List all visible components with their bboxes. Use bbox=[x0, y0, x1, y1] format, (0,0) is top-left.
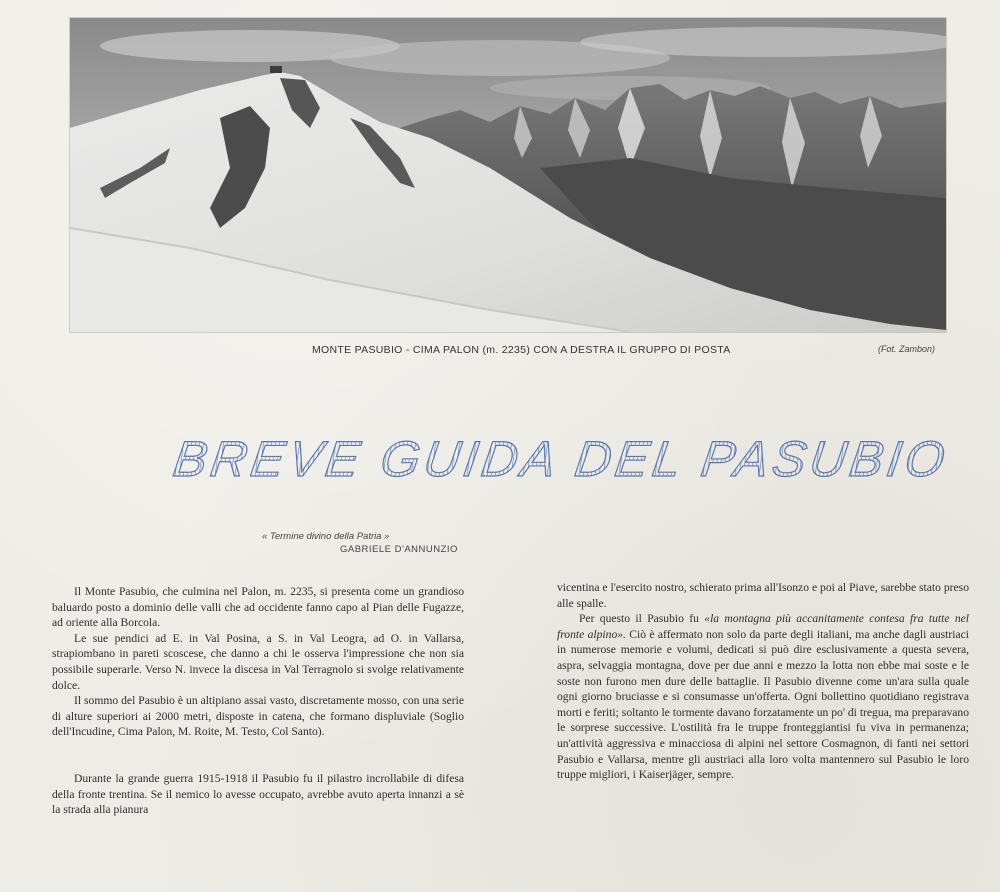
mountain-photo bbox=[70, 18, 946, 332]
paragraph bbox=[557, 611, 969, 783]
page-title bbox=[0, 424, 1000, 494]
paragraph: Durante la grande guerra 1915-1918 il Pasubio fu il pilastro incrollabile di difesa della fronte trentina. Se il nemico lo avesse occupato, avrebbe avuto aperta innanzi a sè la strada alla pianura bbox=[52, 771, 464, 817]
paragraph: Le sue pendici ad E. in Val Posina, a S. in Val Leogra, ad O. in Vallarsa, strapiombano in pareti scoscese, che danno a chi le osserva l'impressione che non sia possibile superarle. Verso N. invece la discesa in Val Terragnolo si svolge relativamente dolce. bbox=[52, 631, 464, 692]
photo-credit: (Fot. Zambon) bbox=[878, 344, 936, 354]
epigraph-author: GABRIELE D'ANNUNZIO bbox=[340, 544, 458, 555]
italic-quote: «la montagna più accanitamente contesa fra tutte nel fronte alpino». bbox=[557, 612, 969, 641]
epigraph-quote: « Termine divino della Patria » bbox=[262, 531, 390, 542]
paragraph-text: Ciò è affermato non solo da parte degli italiani, ma anche dagli austriaci in numerose memorie e volumi, dedicati si può dire esclusivamente a questa severa, aspra, selvaggia montagna, dove per due anni e mezzo la lotta non ebbe mai soste e le soste non furono men dure delle battaglie. Il Pasubio divenne come un'ara sulla quale ogni giorno bruciasse e si consumasse un'offerta. Ogni bollettino quotidiano registrava morti e feriti; soltanto le tormente davano forzatamente un po' di tregua, ma preparavano le sorprese successive. L'ostilità fra le truppe fronteggiantisi fu viva in permanenza; un'attività aggressiva e minacciosa di alpini nel settore Cosmagnon, di fanti nei settori Pasubio e Vallarsa, mentre gli austriaci alla loro volta mantennero sul Pasubio le loro truppe migliori, i Kaiserjäger, sempre. bbox=[557, 627, 969, 782]
paragraph: Il sommo del Pasubio è un altipiano assai vasto, discretamente mosso, con una serie di alture superiori ai 2000 metri, disposte in catena, che formano displuviale (Soglio dell'Incudine, Cima Palon, M. Roite, M. Testo, Col Santo). bbox=[52, 694, 464, 739]
paragraph-text: Per questo il Pasubio fu bbox=[579, 612, 705, 626]
paragraph: Il Monte Pasubio, che culmina nel Palon, m. 2235, si presenta come un grandioso baluardo posto a dominio delle valli che ad occidente fanno capo al Pian delle Fugazze, ad oriente alla Borcola. bbox=[52, 585, 464, 630]
epigraph bbox=[262, 530, 458, 556]
photo-caption: MONTE PASUBIO - CIMA PALON (m. 2235) CON A DESTRA IL GRUPPO DI POSTA bbox=[312, 344, 731, 356]
paragraph: vicentina e l'esercito nostro, schierato prima all'Isonzo e poi al Piave, sarebbe stato preso alle spalle. bbox=[557, 581, 969, 610]
right-column bbox=[557, 580, 969, 783]
title-text: BREVE GUIDA DEL PASUBIO bbox=[169, 431, 953, 487]
left-column bbox=[52, 584, 464, 818]
